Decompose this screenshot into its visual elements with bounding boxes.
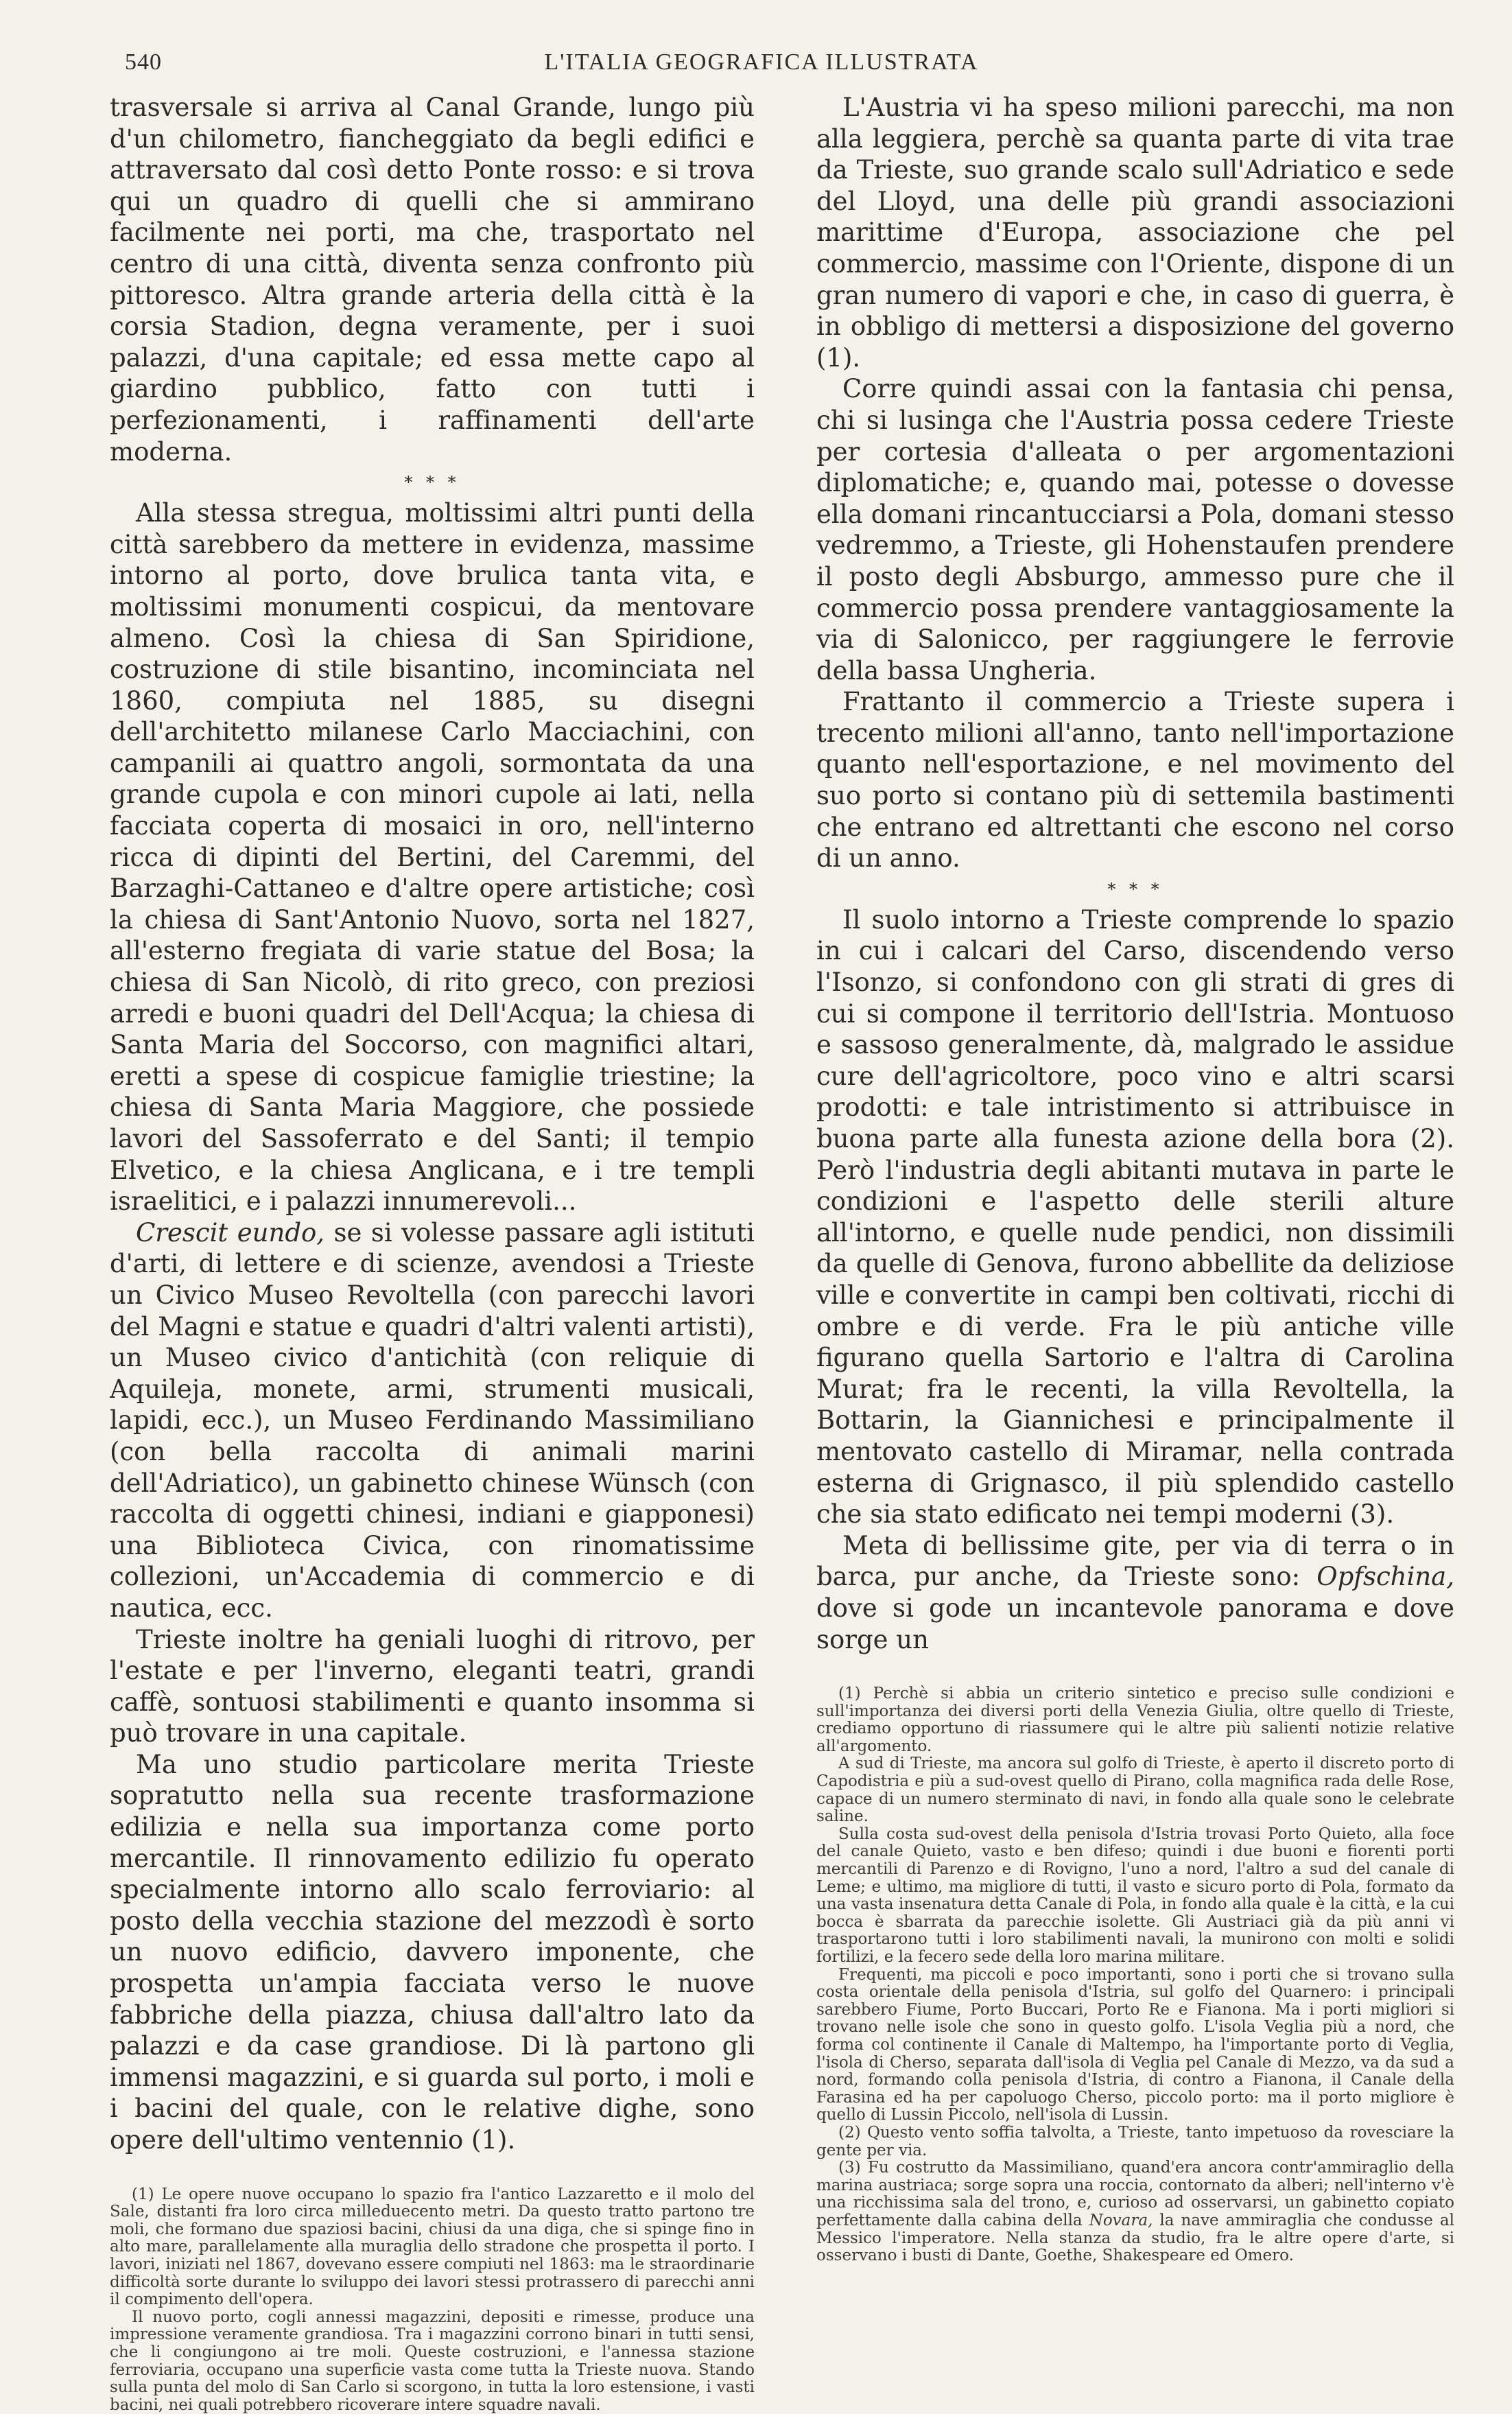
paragraph-text: dove si gode un incantevole panorama e dove sorge un [816, 1593, 1454, 1654]
page-header [103, 49, 1420, 84]
paragraph: Frattanto il commercio a Trieste supera i trecento milioni all'anno, tanto nell'importazione quanto nell'esportazione, e nel movimento del suo porto si contano più di settemila bastimenti che entrano ed altrettanti che escono nel corso di un anno. [816, 687, 1454, 874]
section-separator: * * * [1107, 879, 1163, 899]
paragraph-text: se si volesse passare agli istituti d'arti, di lettere e di scienze, avendosi a Trieste un Civico Museo Revoltella (con parecchi lavori del Magni e statue e quadri d'altri valenti artisti), un Museo civico d'antichità (con reliquie di Aquileja, monete, armi, strumenti musicali, lapidi, ecc.), un Museo Ferdinando Massimiliano (con bella raccolta di animali marini dell'Adriatico), un gabinetto chinese Wünsch (con raccolta di oggetti chinesi, indiani e giapponesi) una Biblioteca Civica, con rinomatissime collezioni, un'Accademia di commercio e di nautica, ecc. [110, 1217, 755, 1623]
section-separator: * * * [404, 473, 460, 493]
footnote: (1) Perchè si abbia un criterio sintetico e preciso sulle condizioni e sull'importanza dei diversi porti della Venezia Giulia, oltre quello di Trieste, crediamo opportuno di riassumere qui le altre più salienti notizie relative all'argomento. [816, 1685, 1454, 1755]
paragraph-text: Meta di bellissime gite, per via di terra o in barca, pur anche, da Trieste sono: [816, 1530, 1454, 1592]
paragraph: Corre quindi assai con la fantasia chi pensa, chi si lusinga che l'Austria possa cedere Trieste per cortesia d'alleata o per argomentazioni diplomatiche; e, quando mai, potesse o dovesse ella domani rincantucciarsi a Pola, domani stesso vedremmo, a Trieste, gli Hohenstaufen prendere il posto degli Absburgo, ammesso pure che il commercio possa prendere vantaggiosamente la via di Salonicco, per raggiungere le ferrovie della bassa Ungheria. [816, 374, 1454, 685]
running-title: L'ITALIA GEOGRAFICA ILLUSTRATA [544, 49, 979, 75]
italic-phrase: Opfschina, [1316, 1562, 1454, 1592]
footnote: (2) Questo vento soffia talvolta, a Trieste, tanto impetuoso da rovesciare la gente per via. [816, 2123, 1454, 2159]
footnote: Frequenti, ma piccoli e poco importanti, sono i porti che si trovano sulla costa orientale della penisola d'Istria, sul golfo del Quarnero: i principali sarebbero Fiume, Porto Buccari, Porto Re e Fianona. Ma i porti migliori si trovano nelle isole che sono in questo golfo. L'isola Veglia più a nord, che forma col continente il Canale di Maltempo, ha l'importante porto di Veglia, l'isola di Cherso, separata dall'isola di Veglia pel Canale di Mezzo, va da sud a nord, formando colla penisola d'Istria, di contro a Fianona, il Canale della Farasina ed ha per capoluogo Cherso, piccolo porto: ma il porto migliore è quello di Lussin Piccolo, nell'isola di Lussin. [816, 1965, 1454, 2124]
footnote [816, 2159, 1454, 2265]
paragraph: trasversale si arriva al Canal Grande, lungo più d'un chilometro, fiancheggiato da begli edifici e attraversato dal così detto Ponte rosso: e si trova qui un quadro di quelli che si ammirano facilmente nei porti, ma che, trasportato nel centro di una città, diventa senza confronto più pittoresco. Altra grande arteria della città è la corsia Stadion, degna veramente, per i suoi palazzi, d'una capitale; ed essa mette capo al giardino pubblico, fatto con tutti i perfezionamenti, i raffinamenti dell'arte moderna. [110, 93, 755, 467]
paragraph [110, 1217, 755, 1624]
right-column [816, 92, 1454, 2265]
italic-phrase: Crescit eundo, [136, 1217, 325, 1247]
paragraph: Ma uno studio particolare merita Trieste sopratutto nella sua recente trasformazione edilizia e nella sua importanza come porto mercantile. Il rinnovamento edilizio fu operato specialmente intorno allo scalo ferroviario: al posto della vecchia stazione del mezzodì è sorto un nuovo edificio, davvero imponente, che prospetta un'ampia facciata verso le nuove fabbriche della piazza, chiusa dall'altro lato da palazzi e da case grandiose. Di là partono gli immensi magazzini, e si guarda sul porto, i moli e i bacini del quale, con le relative dighe, sono opere dell'ultimo ventennio (1). [110, 1749, 755, 2155]
paragraph [816, 1530, 1454, 1655]
paragraph: L'Austria vi ha speso milioni parecchi, ma non alla leggiera, perchè sa quanta parte di vita trae da Trieste, suo grande scalo sull'Adriatico e sede del Lloyd, una delle più grandi associazioni marittime d'Europa, associazione che pel commercio, massime con l'Oriente, dispone di un gran numero di vapori e che, in caso di guerra, è in obbligo di mettersi a disposizione del governo (1). [816, 93, 1454, 373]
footnote: Il nuovo porto, cogli annessi magazzini, depositi e rimesse, produce una impressione veramente grandiosa. Tra i magazzini corrono binari in tutti sensi, che li congiungono ai tre moli. Queste costruzioni, e l'annessa stazione ferroviaria, occupano una superficie vasta come tutta la Trieste nuova. Stando sulla punta del molo di San Carlo si scorgono, in tutta la loro estensione, i vasti bacini, nei quali potrebbero ricoverare intere squadre navali. [110, 2308, 755, 2414]
page-number: 540 [125, 49, 162, 75]
italic-phrase: Novara, [1089, 2211, 1153, 2229]
paragraph: Alla stessa stregua, moltissimi altri punti della città sarebbero da mettere in evidenza, massime intorno al porto, dove brulica tanta vita, e moltissimi monumenti cospicui, da mentovare almeno. Così la chiesa di San Spiridione, costruzione di stile bisantino, incominciata nel 1860, compiuta nel 1885, su disegni dell'architetto milanese Carlo Macciachini, con campanili ai quattro angoli, sormontata da una grande cupola e con minori cupole ai lati, nella facciata coperta di mosaici in oro, nell'interno ricca di dipinti del Bertini, del Caremmi, del Barzaghi-Cattaneo e d'altre opere artistiche; così la chiesa di Sant'Antonio Nuovo, sorta nel 1827, all'esterno fregiata di varie statue del Bosa; la chiesa di San Nicolò, di rito greco, con preziosi arredi e buoni quadri del Dell'Acqua; la chiesa di Santa Maria del Soccorso, con magnifici altari, eretti a spese di cospicue famiglie triestine; la chiesa di Santa Maria Maggiore, che possiede lavori del Sassoferrato e del Santi; il tempio Elvetico, e la chiesa Anglicana, e i tre templi israelitici, e i palazzi innumerevoli... [110, 498, 755, 1217]
footnote: (1) Le opere nuove occupano lo spazio fra l'antico Lazzaretto e il molo del Sale, distanti fra loro circa milleduecento metri. Da questo tratto partono tre moli, che formano due spaziosi bacini, chiusi da una diga, che si spinge fino in alto mare, parallelamente alla muraglia dello stradone che prospetta il porto. I lavori, iniziati nel 1867, dovevano essere compiuti nel 1863: ma le straordinarie difficoltà sorte durante lo sviluppo dei lavori stessi protrassero di parecchi anni il compimento dell'opera. [110, 2185, 755, 2309]
footnotes [110, 2186, 755, 2414]
footnote-text: la nave ammiraglia che condusse al Messico l'imperatore. Nella stanza da studio, fra le altre opere d'arte, si osservano i busti di Dante, Goethe, Shakespeare ed Omero. [816, 2211, 1454, 2265]
footnotes [816, 1685, 1454, 2265]
left-column [110, 92, 755, 2414]
paragraph: Trieste inoltre ha geniali luoghi di ritrovo, per l'estate e per l'inverno, eleganti teatri, grandi caffè, sontuosi stabilimenti e quanto insomma si può trovare in una capitale. [110, 1624, 755, 1748]
footnote: Sulla costa sud-ovest della penisola d'Istria trovasi Porto Quieto, alla foce del canale Quieto, vasto e ben difeso; quindi i due buoni e fiorenti porti mercantili di Parenzo e di Rovigno, l'uno a nord, l'altro a sud del canale di Leme; e ultimo, ma migliore di tutti, il vasto e sicuro porto di Pola, formato da una vasta insenatura detta Canale di Pola, in fondo alla quale è la città, e la cui bocca è sbarrata da parecchie isolette. Gli Austriaci già da più anni vi trasportarono tutti i loro stabilimenti navali, la munirono con molti e solidi fortilizi, e la fecero sede della loro marina militare. [816, 1825, 1454, 1966]
footnote: A sud di Trieste, ma ancora sul golfo di Trieste, è aperto il discreto porto di Capodistria e più a sud-ovest quello di Pirano, colla magnifica rada delle Rose, capace di un numero sterminato di navi, in fondo alla quale sono le celebrate saline. [816, 1755, 1454, 1826]
footnote-text: (3) Fu costrutto da Massimiliano, quand'era ancora contr'ammiraglio della marina austriaca; sorge sopra una roccia, contornato da alberi; nell'interno v'è una ricchissima sala del trono, e, curioso ad osservarsi, un gabinetto copiato perfettamente dalla cabina della [816, 2159, 1454, 2229]
paragraph: Il suolo intorno a Trieste comprende lo spazio in cui i calcari del Carso, discendendo verso l'Isonzo, si confondono con gli strati di gres di cui si compone il territorio dell'Istria. Montuoso e sassoso generalmente, dà, malgrado le assidue cure dell'agricoltore, poco vino e altri scarsi prodotti: e tale intristimento si attribuisce in buona parte alla funesta azione della bora (2). Però l'industria degli abitanti mutava in parte le condizioni e l'aspetto delle sterili alture all'intorno, e quelle nude pendici, non dissimili da quelle di Genova, furono abbellite da deliziose ville e convertite in campi ben coltivati, ricchi di ombre e di verde. Fra le più antiche ville figurano quella Sartorio e l'altra di Carolina Murat; fra le recenti, la villa Revoltella, la Bottarin, la Giannichesi e principalmente il mentovato castello di Miramar, nella contrada esterna di Grignasco, il più splendido castello che sia stato edificato nei tempi moderni (3). [816, 904, 1454, 1530]
